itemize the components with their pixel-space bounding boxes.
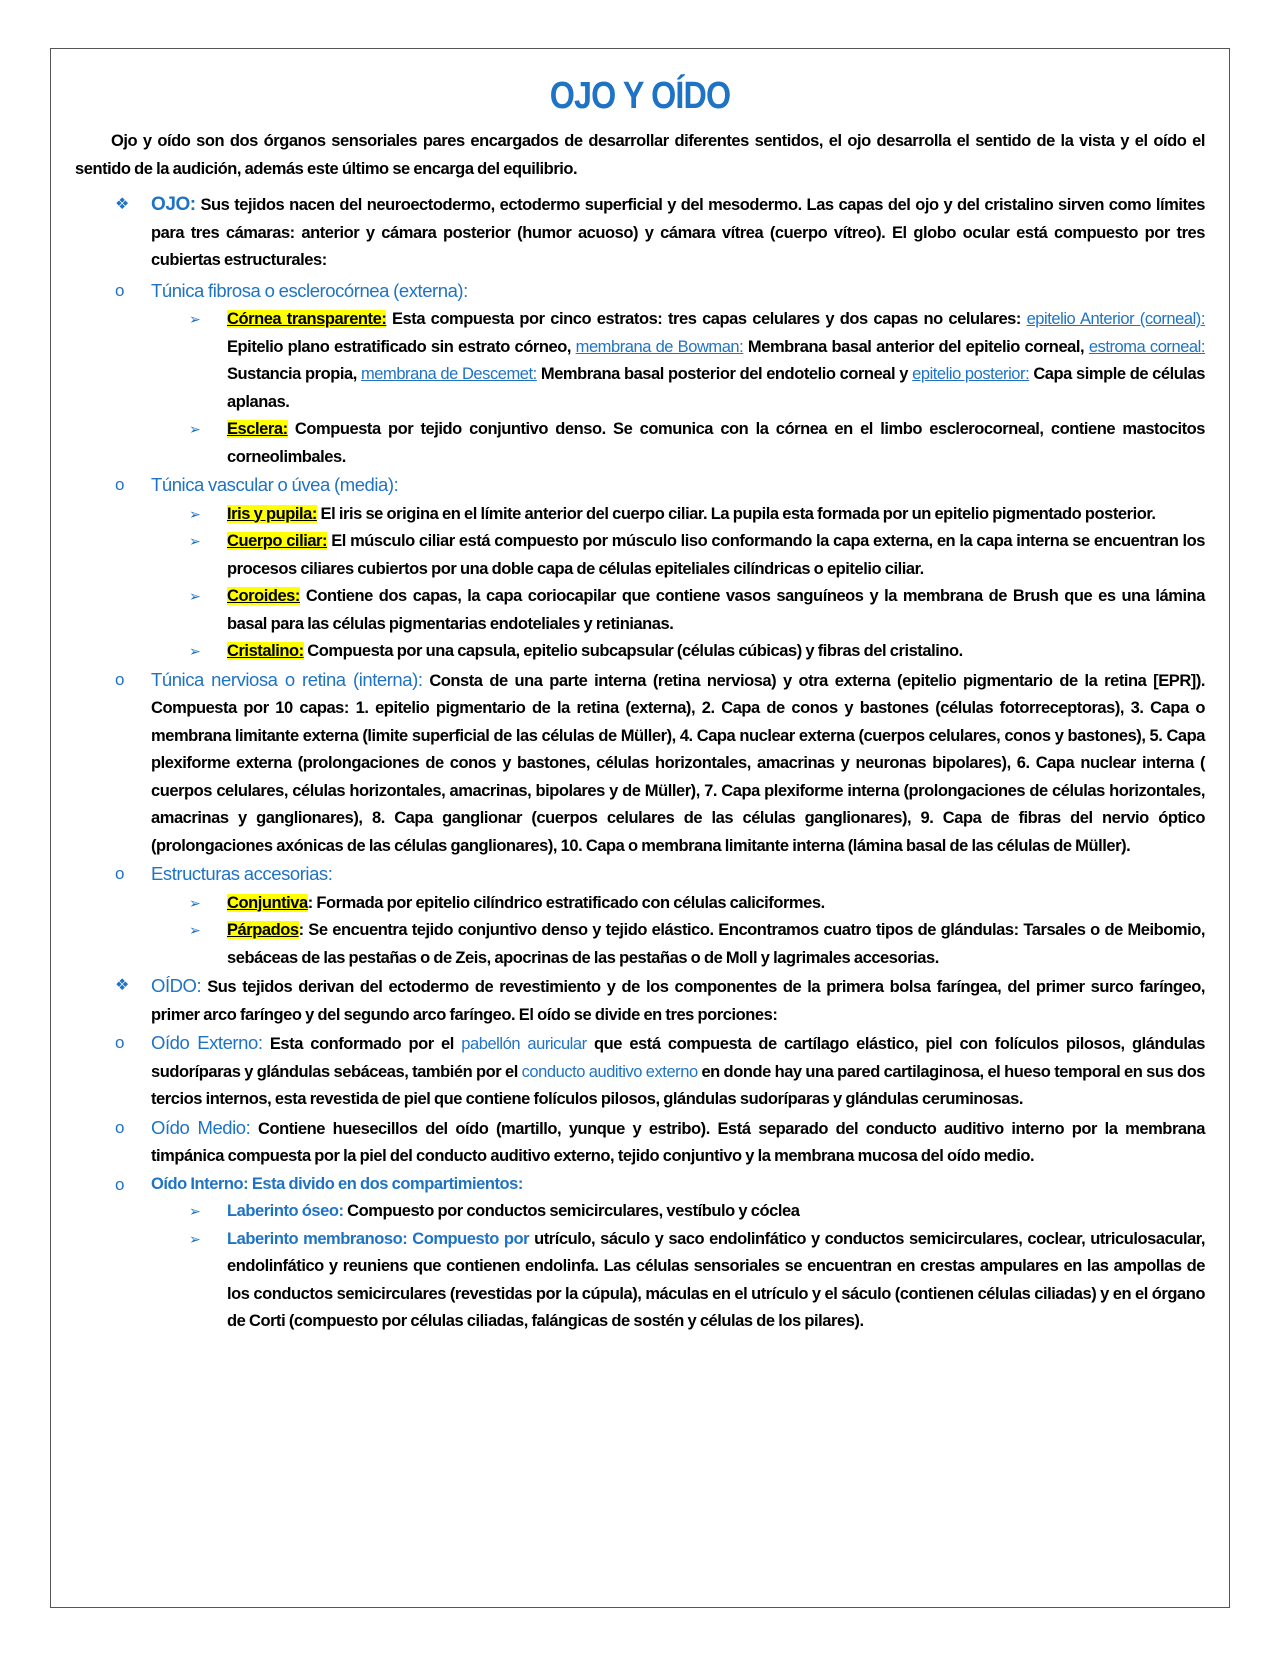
laberinto-membranoso-term: Laberinto membranoso: Compuesto por xyxy=(227,1229,530,1248)
oido-medio-text: Contiene huesecillos del oído (martillo, yunque y estribo). Está separado del conducto auditivo interno por la membrana timpánica compuesta por la piel del conducto auditivo externo, tejido conjuntivo y la membrana mucosa del oído medio. xyxy=(151,1119,1205,1165)
laberinto-oseo-text: Compuesto por conductos semicirculares, vestíbulo y cóclea xyxy=(343,1202,800,1220)
list-item-iris xyxy=(75,501,1205,529)
circle-bullet-icon: o xyxy=(115,1033,125,1052)
circle-bullet-icon: o xyxy=(115,864,125,883)
list-item-laberinto-membranoso xyxy=(75,1226,1205,1336)
oido-externo-heading: Oído Externo: xyxy=(151,1032,263,1053)
circle-bullet-icon: o xyxy=(115,1117,125,1137)
ojo-label: OJO: xyxy=(151,194,196,215)
list-item-cornea xyxy=(75,306,1205,416)
accesorias-heading-row xyxy=(75,860,1205,890)
link-epitelio-anterior[interactable]: epitelio Anterior (corneal): xyxy=(1026,310,1205,328)
arrow-bullet-icon: ➢ xyxy=(189,421,201,437)
page-title: OJO Y OÍDO xyxy=(549,75,731,117)
arrow-bullet-icon: ➢ xyxy=(189,643,201,659)
list-item-laberinto-oseo xyxy=(75,1198,1205,1226)
nerviosa-heading: Túnica nerviosa o retina (interna): xyxy=(151,668,423,690)
circle-bullet-icon: o xyxy=(115,1174,125,1194)
list-item-cuerpo-ciliar xyxy=(75,528,1205,583)
cornea-text-2: Epitelio plano estratificado sin estrato córneo, xyxy=(227,337,576,356)
diamond-bullet-icon: ❖ xyxy=(115,196,129,213)
cuerpo-ciliar-text: El músculo ciliar está compuesto por músculo liso conformando la capa externa, en la capa interna se encuentran los procesos ciliares cubiertos por una doble capa de células epiteliales cilíndricas o epitelio ciliar. xyxy=(227,532,1205,578)
diamond-bullet-icon: ❖ xyxy=(115,977,129,994)
accesorias-heading: Estructuras accesorias: xyxy=(151,863,333,884)
oido-interno-heading: Oído Interno: Esta divido en dos compartimientos: xyxy=(151,1174,523,1193)
list-item-coroides xyxy=(75,583,1205,638)
arrow-bullet-icon: ➢ xyxy=(189,1203,201,1219)
list-item-cristalino xyxy=(75,638,1205,666)
oido-interno-row xyxy=(75,1171,1205,1199)
cornea-text-3: Membrana basal anterior del epitelio corneal, xyxy=(743,337,1089,356)
link-membrana-descemet[interactable]: membrana de Descemet: xyxy=(361,365,537,383)
oido-medio-heading: Oído Medio: xyxy=(151,1116,251,1138)
nerviosa-row xyxy=(75,666,1205,861)
oido-externo-text-3: en donde hay una pared cartilaginosa, el hueso temporal en sus dos tercios internos, esta revestida de piel que contiene folículos pilosos, glándulas sudoríparas y glándulas ceruminosas. xyxy=(151,1062,1205,1108)
esclera-term: Esclera: xyxy=(227,420,288,438)
iris-term: Iris y pupila: xyxy=(227,504,317,523)
section-ojo xyxy=(75,191,1205,275)
cornea-term: Córnea transparente: xyxy=(227,310,387,328)
parpados-text: : Se encuentra tejido conjuntivo denso y tejido elástico. Encontramos cuatro tipos de glándulas: Tarsales o de Meibomio, sebáceas de las pestañas o de Zeis, apocrinas de las pestañas o de Moll y lagrimales accesorias. xyxy=(227,921,1205,967)
conjuntiva-term: Conjuntiva xyxy=(227,893,308,912)
oido-externo-text-2: que está compuesta de cartílago elástico, piel con folículos pilosos, glándulas sudoríparas y glándulas sebáceas, también por el xyxy=(151,1035,1205,1081)
link-membrana-bowman[interactable]: membrana de Bowman: xyxy=(575,337,744,356)
oido-externo-text-1: Esta conformado por el xyxy=(262,1035,462,1053)
fibrosa-heading-row xyxy=(75,277,1205,307)
arrow-bullet-icon: ➢ xyxy=(189,1230,201,1247)
coroides-text: Contiene dos capas, la capa coriocapilar que contiene vasos sanguíneos y la membrana de Brush que es una lámina basal para las células pigmentarias endoteliales y retinianas. xyxy=(227,587,1205,633)
intro-paragraph: Ojo y oído son dos órganos sensoriales pares encargados de desarrollar diferentes sentidos, el ojo desarrolla el sentido de la vista y el oído el sentido de la audición, además este último se encarga del equilibrio. xyxy=(75,132,1205,178)
arrow-bullet-icon: ➢ xyxy=(189,894,201,911)
ojo-text: Sus tejidos nacen del neuroectodermo, ectodermo superficial y del mesodermo. Las capas del ojo y del cristalino sirven como límites para tres cámaras: anterior y cámara posterior (humor acuoso) y cámara vítrea (cuerpo vítreo). El globo ocular está compuesto por tres cubiertas estructurales: xyxy=(151,196,1205,269)
link-epitelio-posterior[interactable]: epitelio posterior: xyxy=(912,365,1030,383)
list-item-esclera xyxy=(75,416,1205,471)
cristalino-text: Compuesta por una capsula, epitelio subcapsular (células cúbicas) y fibras del cristalino. xyxy=(303,642,963,660)
cornea-text-4: Sustancia propia, xyxy=(227,365,361,383)
vascular-heading-row xyxy=(75,471,1205,501)
circle-bullet-icon: o xyxy=(115,280,125,300)
document-content xyxy=(75,75,1205,1336)
oido-label: OÍDO: xyxy=(151,975,202,996)
arrow-bullet-icon: ➢ xyxy=(189,588,201,604)
document-page xyxy=(50,48,1230,1608)
fibrosa-heading: Túnica fibrosa o esclerocórnea (externa): xyxy=(151,279,468,301)
circle-bullet-icon: o xyxy=(115,475,125,494)
conducto-auditivo-externo: conducto auditivo externo xyxy=(521,1062,698,1081)
cornea-text-5: Membrana basal posterior del endotelio corneal y xyxy=(536,365,913,383)
oido-externo-row xyxy=(75,1029,1205,1114)
esclera-text: Compuesta por tejido conjuntivo denso. Se comunica con la córnea en el limbo esclerocorneal, contiene mastocitos corneolimbales. xyxy=(227,420,1205,466)
arrow-bullet-icon: ➢ xyxy=(189,311,201,327)
cornea-text-6: Capa simple de células aplanas. xyxy=(227,365,1205,411)
cuerpo-ciliar-term: Cuerpo ciliar: xyxy=(227,532,328,550)
oido-text: Sus tejidos derivan del ectodermo de revestimiento y de los componentes de la primera bolsa faríngea, del primer surco faríngeo, primer arco faríngeo y del segundo arco faríngeo. El oído se divide en tres porciones: xyxy=(151,978,1205,1024)
parpados-term: Párpados xyxy=(227,921,299,939)
list-item-parpados xyxy=(75,917,1205,972)
iris-text: El iris se origina en el límite anterior del cuerpo ciliar. La pupila esta formada por un epitelio pigmentado posterior. xyxy=(316,504,1156,523)
arrow-bullet-icon: ➢ xyxy=(189,922,201,938)
coroides-term: Coroides: xyxy=(227,587,300,605)
conjuntiva-text: : Formada por epitelio cilíndrico estratificado con células caliciformes. xyxy=(307,893,825,912)
laberinto-membranoso-text: utrículo, sáculo y saco endolinfático y conductos semicirculares, coclear, utriculosacular, endolinfático y reuniens que contienen endolinfa. Las células sensoriales se encuentran en crestas ampulares en las ampollas de los conductos semicirculares (revestidas por la cúpula), máculas en el utrículo y el sáculo (contienen células ciliadas) y en el órgano de Corti (compuesto por células ciliadas, falángicas de sostén y células de los pilares). xyxy=(227,1229,1205,1330)
list-item-conjuntiva xyxy=(75,890,1205,918)
circle-bullet-icon: o xyxy=(115,669,125,689)
cornea-text-1: Esta compuesta por cinco estratos: tres capas celulares y dos capas no celulares: xyxy=(386,310,1027,328)
arrow-bullet-icon: ➢ xyxy=(189,505,201,522)
laberinto-oseo-term: Laberinto óseo: xyxy=(227,1202,344,1220)
vascular-heading: Túnica vascular o úvea (media): xyxy=(151,474,399,495)
cristalino-term: Cristalino: xyxy=(227,642,304,660)
pabellon-auricular: pabellón auricular xyxy=(461,1035,587,1053)
arrow-bullet-icon: ➢ xyxy=(189,533,201,549)
oido-medio-row xyxy=(75,1114,1205,1171)
section-oido xyxy=(75,972,1205,1029)
nerviosa-text: Consta de una parte interna (retina nerviosa) y otra externa (epitelio pigmentario de la retina [EPR]). Compuesta por 10 capas: 1. epitelio pigmentario de la retina (externa), 2. Capa de conos y bastones (células fotorreceptoras), 3. Capa o membrana limitante externa (limite superficial de las células de Müller), 4. Capa nuclear externa (cuerpos celulares, conos y bastones), 5. Capa plexiforme externa (prolongaciones de conos y bastones, células horizontales, amacrinas y neuronas bipolares), 6. Capa nuclear interna ( cuerpos celulares, células horizontales, amacrinas, bipolares y de Müller), 7. Capa plexiforme interna (prolongaciones de células horizontales, amacrinas y ganglionares), 8. Capa ganglionar (cuerpos celulares de las células ganglionares), 9. Capa de fibras del nervio óptico (prolongaciones axónicas de las células ganglionares), 10. Capa o membrana limitante interna (lámina basal de las células de Müller). xyxy=(151,671,1206,855)
link-estroma-corneal[interactable]: estroma corneal: xyxy=(1088,337,1206,356)
